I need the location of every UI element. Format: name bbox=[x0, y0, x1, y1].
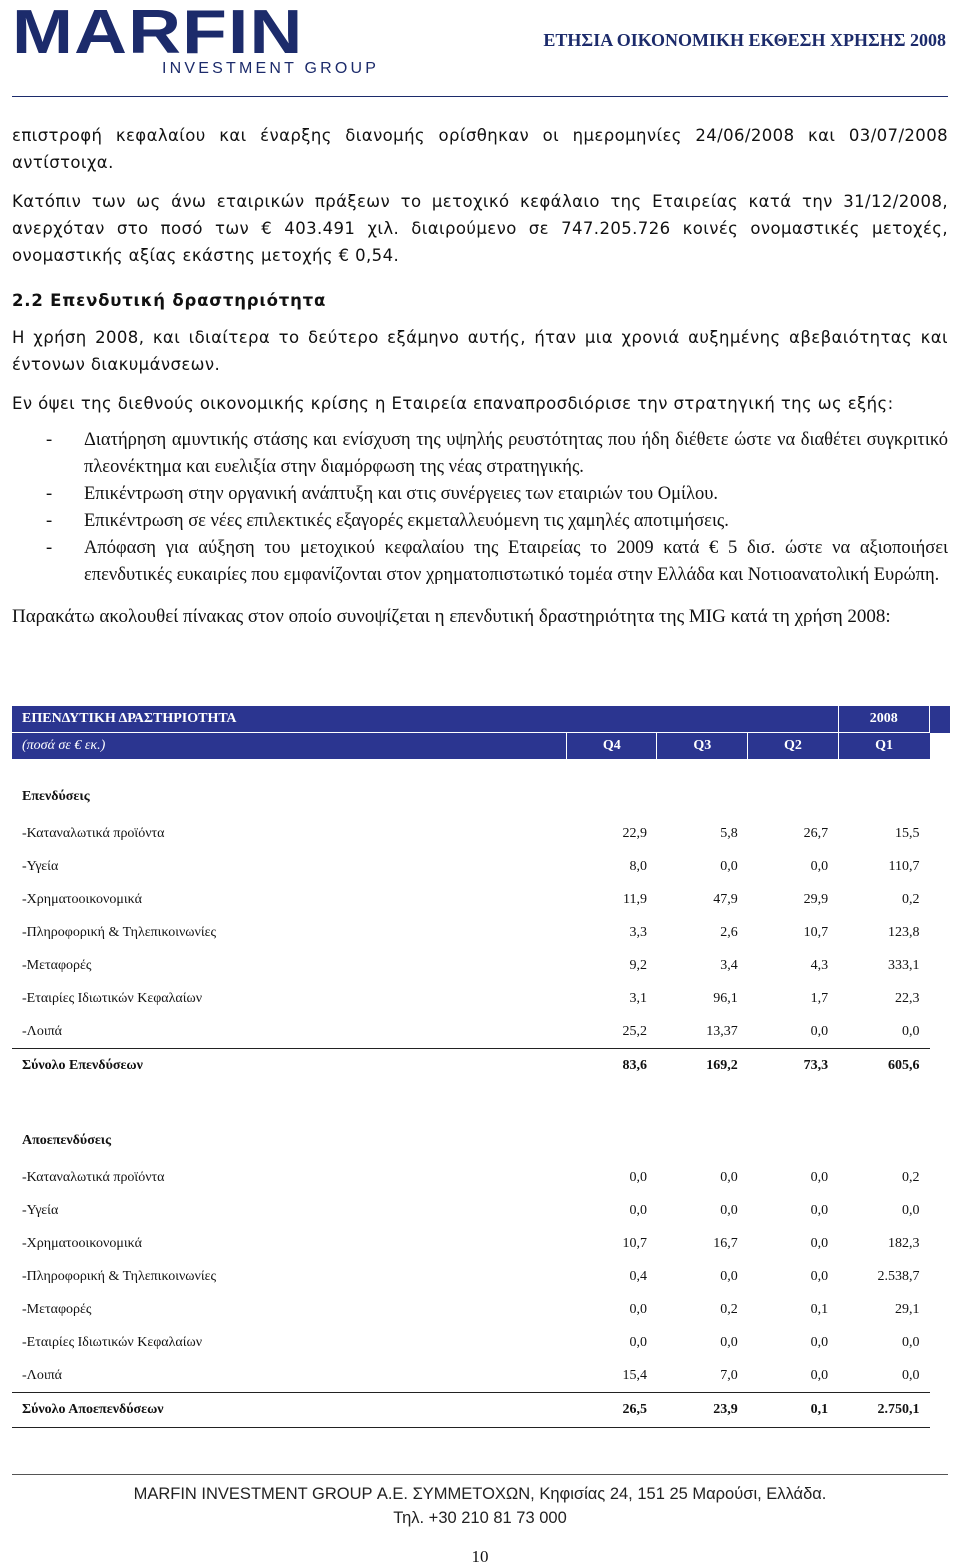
total-value: 605,6 bbox=[838, 1049, 929, 1084]
row-value: 22,3 bbox=[895, 990, 920, 1006]
table-header-row bbox=[12, 706, 950, 733]
total-value: 0,1 bbox=[748, 1393, 838, 1428]
row-value: 3,3 bbox=[629, 924, 647, 940]
list-dash: - bbox=[46, 484, 53, 504]
table-body bbox=[12, 759, 950, 1428]
row-value: 10,7 bbox=[622, 1235, 647, 1251]
row-value: 182,3 bbox=[888, 1235, 920, 1251]
row-value: 0,0 bbox=[902, 1334, 920, 1350]
row-value: 15,4 bbox=[622, 1367, 647, 1383]
row-value: 3,4 bbox=[720, 957, 738, 973]
row-value: 0,0 bbox=[720, 1202, 738, 1218]
row-value: 0,2 bbox=[720, 1301, 738, 1317]
row-value: 96,1 bbox=[713, 990, 738, 1006]
row-value: 29,1 bbox=[895, 1301, 920, 1317]
row-value: 0,0 bbox=[629, 1334, 647, 1350]
row-value: 0,0 bbox=[629, 1169, 647, 1185]
row-value: 1,7 bbox=[810, 990, 829, 1006]
row-label: -Χρηματοοικονομικά bbox=[22, 1235, 142, 1251]
table-row bbox=[12, 949, 950, 982]
row-value: 0,0 bbox=[902, 1367, 920, 1383]
company-logo bbox=[12, 2, 379, 78]
row-value: 5,8 bbox=[720, 825, 738, 841]
row-value: 110,7 bbox=[888, 858, 920, 874]
main-content bbox=[12, 122, 948, 642]
row-value: 333,1 bbox=[888, 957, 920, 973]
paragraph-4: Εν όψει της διεθνούς οικονομικής κρίσης η Εταιρεία επαναπροσδιόρισε την στρατηγική της ως εξής: bbox=[12, 394, 894, 413]
table-row bbox=[12, 1161, 950, 1194]
report-title: ΕΤΗΣΙΑ ΟΙΚΟΝΟΜΙΚΗ ΕΚΘΕΣΗ ΧΡΗΣΗΣ 2008 bbox=[543, 30, 946, 50]
row-value: 0,0 bbox=[720, 1268, 738, 1284]
row-label: -Καταναλωτικά προϊόντα bbox=[22, 1169, 165, 1185]
row-value: 0,1 bbox=[810, 1301, 829, 1317]
row-value: 0,2 bbox=[902, 1169, 920, 1185]
row-value: 47,9 bbox=[713, 891, 738, 907]
section-title: 2.2 Επενδυτική δραστηριότητα bbox=[12, 291, 327, 310]
row-value: 3,1 bbox=[629, 990, 647, 1006]
table-row bbox=[12, 817, 950, 850]
table-year: 2008 bbox=[838, 706, 929, 733]
col-q2: Q2 bbox=[748, 733, 838, 760]
row-label: -Μεταφορές bbox=[22, 957, 92, 973]
table-row bbox=[12, 1015, 950, 1049]
page-header bbox=[0, 0, 960, 98]
row-value: 0,0 bbox=[810, 1202, 829, 1218]
total-value: 73,3 bbox=[748, 1049, 838, 1084]
row-value: 2,6 bbox=[720, 924, 738, 940]
col-q3: Q3 bbox=[657, 733, 748, 760]
row-value: 0,0 bbox=[902, 1023, 920, 1039]
divestments-group-title: Αποεπενδύσεις bbox=[22, 1133, 112, 1148]
row-label: -Καταναλωτικά προϊόντα bbox=[22, 825, 165, 841]
row-value: 0,0 bbox=[810, 1169, 829, 1185]
row-value: 0,0 bbox=[810, 1367, 829, 1383]
table-row bbox=[12, 1359, 950, 1393]
row-label: -Χρηματοοικονομικά bbox=[22, 891, 142, 907]
row-value: 10,7 bbox=[803, 924, 829, 940]
strategy-list bbox=[12, 427, 948, 589]
logo-sub-text: INVESTMENT GROUP bbox=[162, 60, 380, 77]
row-value: 123,8 bbox=[888, 924, 920, 940]
paragraph-3: Η χρήση 2008, και ιδιαίτερα το δεύτερο εξάμηνο αυτής, ήταν μια χρονιά αυξημένης αβεβαιότητας και έντονων διακυμάνσεων. bbox=[12, 328, 948, 374]
row-label: -Εταιρίες Ιδιωτικών Κεφαλαίων bbox=[22, 990, 203, 1006]
header-divider bbox=[12, 96, 948, 97]
table-spacer bbox=[12, 1083, 950, 1103]
divestments-total-row bbox=[12, 1393, 950, 1428]
list-dash: - bbox=[46, 430, 53, 450]
table-row bbox=[12, 916, 950, 949]
footer-phone: Τηλ. +30 210 81 73 000 bbox=[393, 1509, 567, 1527]
table-title: ΕΠΕΝΔΥΤΙΚΗ ΔΡΑΣΤΗΡΙΟΤΗΤΑ bbox=[12, 706, 838, 733]
table-unit: (ποσά σε € εκ.) bbox=[12, 733, 567, 760]
logo-main-text: MARFIN bbox=[12, 0, 304, 67]
investments-group-title-row bbox=[12, 759, 950, 817]
table-intro: Παρακάτω ακολουθεί πίνακας στον οποίο συνοψίζεται η επενδυτική δραστηριότητα της MIG κατά τη χρήση 2008: bbox=[12, 606, 891, 627]
table-subheader-row bbox=[12, 733, 950, 760]
table-row bbox=[12, 1293, 950, 1326]
row-value: 15,5 bbox=[895, 825, 920, 841]
row-label: -Μεταφορές bbox=[22, 1301, 92, 1317]
row-value: 26,7 bbox=[803, 825, 829, 841]
total-label: Σύνολο Επενδύσεων bbox=[12, 1049, 567, 1084]
row-value: 0,0 bbox=[810, 1334, 829, 1350]
row-value: 0,2 bbox=[902, 891, 920, 907]
col-q4: Q4 bbox=[567, 733, 657, 760]
total-value: 26,5 bbox=[567, 1393, 657, 1428]
row-value: 0,0 bbox=[720, 858, 738, 874]
table-row bbox=[12, 883, 950, 916]
list-item bbox=[12, 427, 948, 481]
row-value: 13,37 bbox=[706, 1023, 738, 1039]
paragraph-1: επιστροφή κεφαλαίου και έναρξης διανομής ορίσθηκαν οι ημερομηνίες 24/06/2008 και 03/07/2008 αντίστοιχα. bbox=[12, 126, 948, 172]
list-item bbox=[12, 508, 948, 535]
row-value: 4,3 bbox=[810, 957, 829, 973]
list-item bbox=[12, 535, 948, 589]
divestments-group-title-row bbox=[12, 1103, 950, 1161]
row-value: 0,0 bbox=[810, 1268, 829, 1284]
row-label: -Πληροφορική & Τηλεπικοινωνίες bbox=[22, 1268, 217, 1284]
row-value: 0,0 bbox=[810, 858, 829, 874]
list-item-text: Διατήρηση αμυντικής στάσης και ενίσχυση της υψηλής ρευστότητας που ήδη διέθετε ώστε να διαθέτει συγκριτικό πλεονέκτημα και ευελιξία στην διαμόρφωση της νέας στρατηγικής. bbox=[84, 430, 948, 477]
list-dash: - bbox=[46, 538, 53, 558]
row-value: 2.538,7 bbox=[877, 1268, 920, 1284]
list-item-text: Απόφαση για αύξηση του μετοχικού κεφαλαίου της Εταιρείας το 2009 κατά € 5 δισ. ώστε να αξιοποιήσει επενδυτικές ευκαιρίες που εμφανίζονται στον χρηματοπιστωτικό τομέα στην Ελλάδα και Νοτιοανατολική Ευρώπη. bbox=[84, 538, 948, 585]
list-item-text: Επικέντρωση στην οργανική ανάπτυξη και στις συνέργειες των εταιριών του Ομίλου. bbox=[84, 484, 718, 504]
footer-address: MARFIN INVESTMENT GROUP Α.Ε. ΣΥΜΜΕΤΟΧΩΝ, Κηφισίας 24, 151 25 Μαρούσι, Ελλάδα. bbox=[133, 1485, 827, 1503]
row-value: 8,0 bbox=[629, 858, 647, 874]
row-label: -Εταιρίες Ιδιωτικών Κεφαλαίων bbox=[22, 1334, 203, 1350]
row-value: 0,0 bbox=[902, 1202, 920, 1218]
row-value: 0,0 bbox=[810, 1023, 829, 1039]
investments-total-row bbox=[12, 1049, 950, 1084]
table-row bbox=[12, 850, 950, 883]
row-label: -Λοιπά bbox=[22, 1023, 62, 1039]
total-label: Σύνολο Αποεπενδύσεων bbox=[12, 1393, 567, 1428]
row-label: -Υγεία bbox=[22, 858, 59, 874]
row-value: 0,0 bbox=[810, 1235, 829, 1251]
row-value: 0,0 bbox=[720, 1334, 738, 1350]
row-value: 16,7 bbox=[713, 1235, 738, 1251]
list-item-text: Επικέντρωση σε νέες επιλεκτικές εξαγορές εκμεταλλευόμενη τις χαμηλές αποτιμήσεις. bbox=[84, 511, 729, 531]
footer-divider bbox=[12, 1474, 948, 1475]
row-value: 0,0 bbox=[720, 1169, 738, 1185]
row-label: -Πληροφορική & Τηλεπικοινωνίες bbox=[22, 924, 217, 940]
table-row bbox=[12, 1194, 950, 1227]
row-value: 11,9 bbox=[622, 891, 647, 907]
row-value: 22,9 bbox=[622, 825, 647, 841]
row-value: 25,2 bbox=[622, 1023, 647, 1039]
page-number: 10 bbox=[471, 1547, 489, 1566]
row-value: 0,0 bbox=[629, 1301, 647, 1317]
row-value: 9,2 bbox=[629, 957, 647, 973]
table-row bbox=[12, 1227, 950, 1260]
investments-group-title: Επενδύσεις bbox=[22, 789, 90, 804]
total-value: 2.750,1 bbox=[838, 1393, 929, 1428]
paragraph-2: Κατόπιν των ως άνω εταιρικών πράξεων το μετοχικό κεφάλαιο της Εταιρείας κατά την 31/12/2008, ανερχόταν στο ποσό των € 403.491 χιλ. διαιρούμενο σε 747.205.726 κοινές ονομαστικές μετοχές, ονομαστικής αξίας εκάστης μετοχής € 0,54. bbox=[12, 192, 948, 265]
total-value: 83,6 bbox=[567, 1049, 657, 1084]
row-value: 0,4 bbox=[629, 1268, 647, 1284]
list-dash: - bbox=[46, 511, 53, 531]
list-item bbox=[12, 481, 948, 508]
row-value: 0,0 bbox=[629, 1202, 647, 1218]
total-value: 23,9 bbox=[657, 1393, 748, 1428]
row-label: -Λοιπά bbox=[22, 1367, 62, 1383]
table-row bbox=[12, 982, 950, 1015]
col-q1: Q1 bbox=[838, 733, 929, 760]
table-row bbox=[12, 1326, 950, 1359]
row-value: 7,0 bbox=[720, 1367, 738, 1383]
investment-table bbox=[12, 706, 950, 1428]
row-label: -Υγεία bbox=[22, 1202, 59, 1218]
table-row bbox=[12, 1260, 950, 1293]
row-value: 29,9 bbox=[803, 891, 829, 907]
page-footer bbox=[0, 1482, 960, 1530]
total-value: 169,2 bbox=[657, 1049, 748, 1084]
